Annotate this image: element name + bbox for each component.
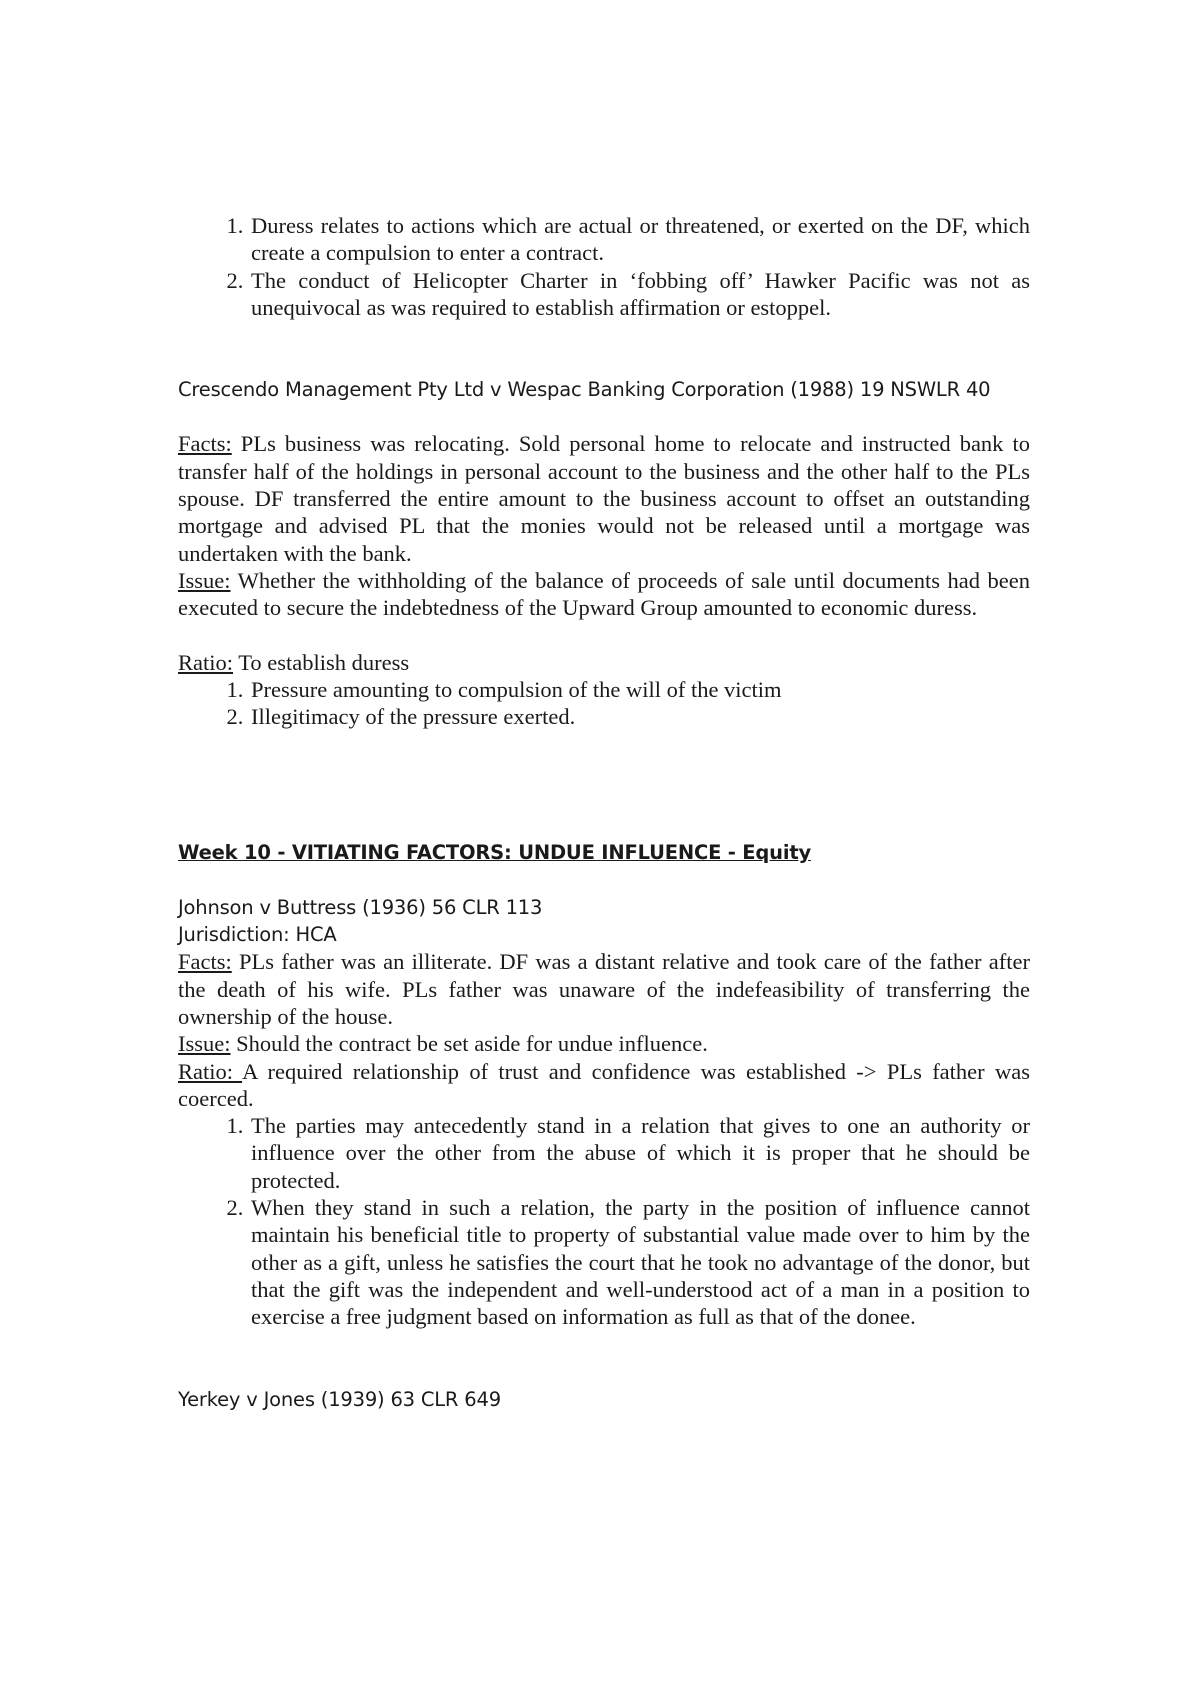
case-citation-yerkey: Yerkey v Jones (1939) 63 CLR 649 [178,1387,501,1411]
johnson-ratio-list [178,1112,1030,1330]
document-page [178,212,1030,1413]
ratio-text: A required relationship of trust and confidence was established -> PLs father was coerced. [178,1058,1030,1111]
crescendo-ratio [178,649,1030,676]
johnson-ratio [178,1058,1030,1113]
case-citation-crescendo: Crescendo Management Pty Ltd v Wespac Banking Corporation (1988) 19 NSWLR 40 [178,378,991,402]
johnson-jurisdiction: Jurisdiction: HCA [178,923,337,947]
facts-text: PLs business was relocating. Sold personal home to relocate and instructed bank to transfer half of the holdings in personal account to the business and the other half to the PLs spouse. DF transferred the entire amount to the business account to offset an outstanding mortgage and advised PL that the monies would not be released until a mortgage was undertaken with the bank. [178,431,1030,566]
issue-text: Should the contract be set aside for undue influence. [230,1031,708,1057]
facts-label: Facts: [178,949,232,975]
issue-label: Issue: [178,567,231,593]
list-item: 1. Duress relates to actions which are actual or threatened, or exerted on the DF, which create a compulsion to enter a contract. [249,212,1030,267]
crescendo-ratio-list [178,676,1030,731]
crescendo-issue [178,567,1030,622]
list-item: 1. Pressure amounting to compulsion of the will of the victim [249,676,1030,703]
ratio-label: Ratio: [178,649,233,675]
case-citation-johnson: Johnson v Buttress (1936) 56 CLR 113 [178,895,543,919]
duress-principles-list [178,212,1030,321]
crescendo-facts [178,430,1030,566]
johnson-issue [178,1030,1030,1057]
list-item: 2. When they stand in such a relation, the party in the position of influence cannot maintain his beneficial title to property of substantial value made over to him by the other as a gift, unless he satisfies the court that he took no advantage of the donor, but that the gift was the independent and well-understood act of a man in a position to exercise a free judgment based on information as full as that of the donee. [249,1194,1030,1330]
list-item: 1. The parties may antecedently stand in a relation that gives to one an authority or influence over the other from the abuse of which it is proper that he should be protected. [249,1112,1030,1194]
johnson-facts [178,948,1030,1030]
list-item: 2. The conduct of Helicopter Charter in ‘fobbing off’ Hawker Pacific was not as unequivocal as was required to establish affirmation or estoppel. [249,267,1030,322]
week-heading: Week 10 - VITIATING FACTORS: UNDUE INFLUENCE - Equity [178,841,811,865]
ratio-text: To establish duress [233,649,410,675]
list-item: 2. Illegitimacy of the pressure exerted. [249,703,1030,730]
issue-label: Issue: [178,1031,231,1057]
facts-text: PLs father was an illiterate. DF was a distant relative and took care of the father after the death of his wife. PLs father was unaware of the indefeasibility of transferring the ownership of the house. [178,949,1030,1029]
issue-text: Whether the withholding of the balance of proceeds of sale until documents had been executed to secure the indebtedness of the Upward Group amounted to economic duress. [178,567,1030,621]
ratio-label: Ratio: [178,1058,243,1084]
facts-label: Facts: [178,431,232,457]
